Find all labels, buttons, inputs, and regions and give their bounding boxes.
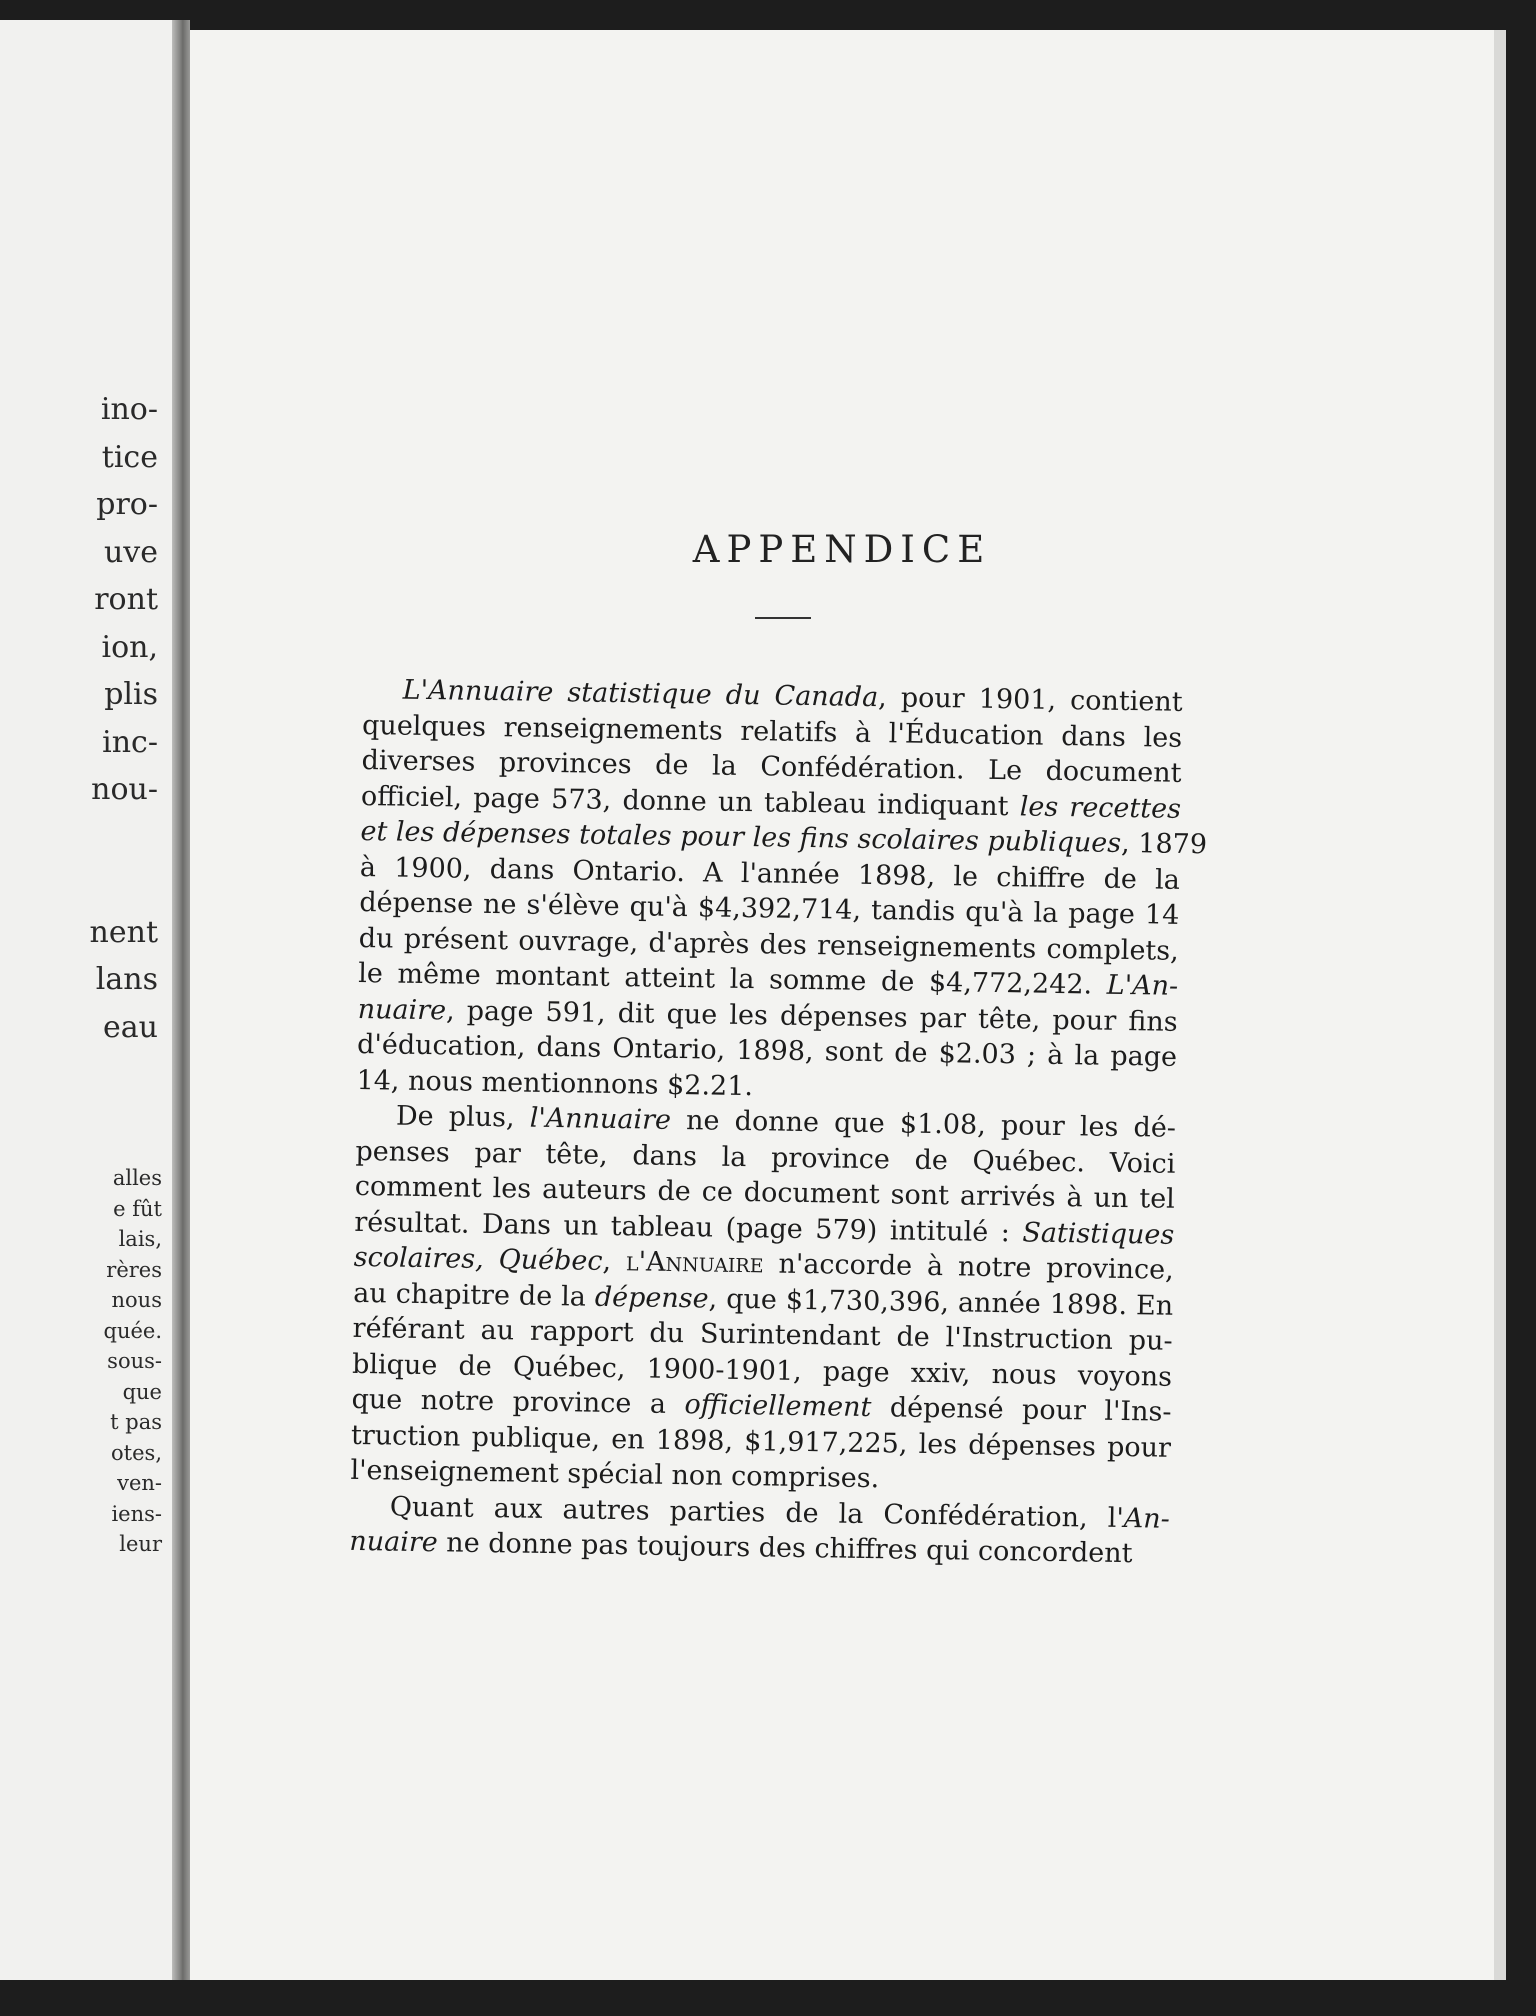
italic-text: officiellement <box>684 1389 872 1424</box>
italic-text: et les dépenses totales pour les fins scolaires publiques <box>360 815 1122 859</box>
paragraph <box>350 1098 1176 1501</box>
left-fragment-line: rères <box>106 1257 162 1282</box>
text-segment: le même montant atteint la somme de $4,772,242. <box>358 957 1108 1001</box>
text-segment: dépensé pour l'Ins- <box>871 1392 1172 1428</box>
text-segment: , 1879 <box>1120 827 1208 861</box>
left-fragment-line: nent <box>89 914 158 950</box>
text-segment: diverses provinces de la Confédération. Le document <box>361 744 1182 789</box>
italic-text: An- <box>1123 1502 1171 1535</box>
book-gutter <box>172 20 190 1980</box>
text-segment: à 1900, dans Ontario. A l'année 1898, le chiffre de la <box>359 851 1181 896</box>
title-rule <box>755 617 811 619</box>
left-fragment-line: lans <box>95 962 158 997</box>
right-page <box>190 30 1494 1980</box>
text-segment: truction publique, en 1898, $1,917,225, les dépenses pour <box>350 1419 1172 1464</box>
text-segment: d'éducation, dans Ontario, 1898, sont de $2.03 ; à la page <box>356 1028 1178 1073</box>
text-segment: n'accorde à notre province, <box>763 1248 1174 1286</box>
paragraph <box>356 672 1208 1111</box>
left-fragment-line: pro- <box>96 487 158 522</box>
text-segment: l'enseignement spécial non comprises. <box>350 1454 880 1495</box>
left-fragment-line: sous- <box>107 1349 162 1373</box>
left-fragment-line: inc- <box>102 724 158 760</box>
text-segment: résultat. Dans un tableau (page 579) intitulé : <box>354 1206 1023 1248</box>
text-segment: dépense ne s'élève qu'à $4,392,714, tandis qu'à la page 14 <box>359 886 1180 931</box>
left-fragment-line: que <box>122 1379 162 1404</box>
text-segment: 14, nous mentionnons $2.21. <box>356 1064 754 1102</box>
text-segment: du présent ouvrage, d'après des renseignements complets, <box>358 922 1179 967</box>
page-title: APPENDICE <box>692 528 992 571</box>
italic-text: nuaire <box>349 1525 438 1559</box>
left-fragment-line: tice <box>101 439 158 475</box>
text-segment: quelques renseignements relatifs à l'Éducation dans les <box>361 709 1183 754</box>
left-fragment-line: ion, <box>101 629 158 665</box>
text-segment: penses par tête, dans la province de Québec. Voici <box>355 1135 1176 1180</box>
left-fragment-line: iens- <box>111 1501 162 1526</box>
paragraph <box>349 1488 1170 1572</box>
italic-text: L'An- <box>1106 969 1179 1002</box>
text-segment: , page 591, dit que les dépenses par tête, pour fins <box>445 994 1178 1038</box>
left-fragment-line: nou- <box>91 772 158 807</box>
small-caps-text: l'Annuaire <box>625 1246 764 1280</box>
page-edge <box>1494 30 1506 1980</box>
text-segment: Quant aux autres parties de la Confédération, l' <box>389 1491 1125 1534</box>
italic-text: l'Annuaire <box>529 1102 672 1136</box>
text-segment: , pour 1901, contient <box>877 682 1183 718</box>
text-segment: , <box>602 1245 627 1278</box>
left-fragment-line: nous <box>111 1288 162 1312</box>
text-segment: , que $1,730,396, année 1898. En <box>708 1283 1174 1322</box>
left-fragment-line: ino- <box>100 392 158 427</box>
text-segment: ne donne pas toujours des chiffres qui concordent <box>437 1527 1133 1570</box>
italic-text: scolaires, Québec <box>353 1241 603 1277</box>
left-fragment-line: plis <box>104 677 158 712</box>
left-fragment-line: alles <box>112 1166 162 1190</box>
left-fragment-line: e fût <box>113 1196 162 1221</box>
text-segment: blique de Québec, 1900-1901, page xxiv, nous voyons <box>351 1348 1173 1393</box>
italic-text: les recettes <box>1019 790 1182 825</box>
left-fragment-line: otes, <box>111 1440 162 1465</box>
text-segment: au chapitre de la <box>353 1277 596 1313</box>
left-fragment-line: ront <box>94 582 158 617</box>
text-segment: ne donne que $1.08, pour les dé- <box>670 1104 1177 1144</box>
left-fragment-line: ven- <box>117 1471 162 1495</box>
left-page-edge <box>0 20 172 1980</box>
italic-text: Satistiques <box>1022 1216 1175 1251</box>
italic-text: dépense <box>594 1281 709 1315</box>
left-fragment-line: uve <box>103 534 158 570</box>
left-fragment-line: quée. <box>103 1318 162 1343</box>
italic-text: L'Annuaire statistique du Canada <box>402 674 879 714</box>
italic-text: nuaire <box>357 993 447 1026</box>
body-text <box>349 672 1208 1572</box>
left-fragment-line: lais, <box>118 1227 162 1251</box>
text-segment: officiel, page 573, donne un tableau indiquant <box>360 780 1020 822</box>
text-segment: comment les auteurs de ce document sont arrivés à un tel <box>354 1170 1176 1215</box>
left-fragment-line: eau <box>103 1009 158 1045</box>
text-segment: De plus, <box>395 1100 530 1134</box>
text-segment: que notre province a <box>351 1383 685 1421</box>
left-fragment-line: leur <box>119 1532 162 1556</box>
text-segment: référant au rapport du Surintendant de l'Instruction pu- <box>352 1312 1173 1357</box>
left-fragment-line: t pas <box>110 1410 162 1434</box>
